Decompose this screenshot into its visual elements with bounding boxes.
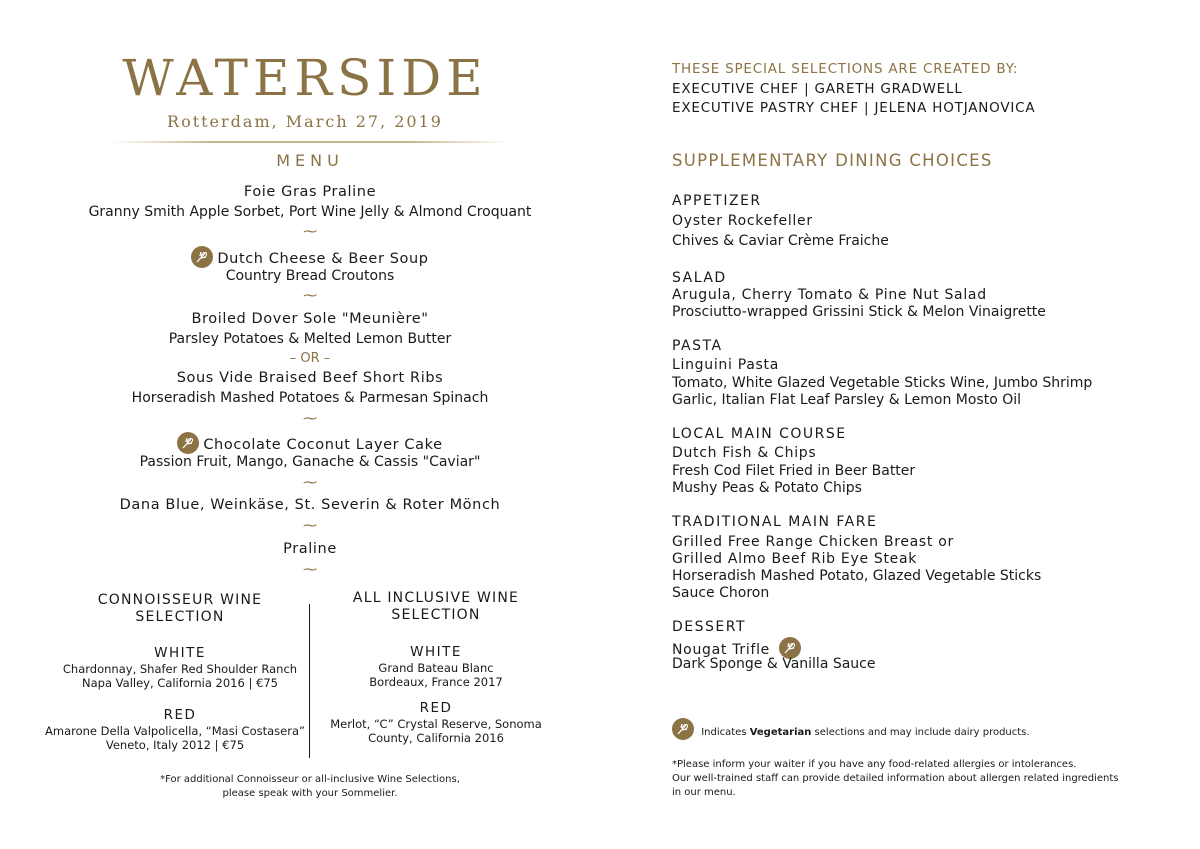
traditional-main-desc-1: Horseradish Mashed Potato, Glazed Vegetable Sticks — [672, 568, 1042, 584]
connoisseur-white-line-2: Napa Valley, California 2016 | €75 — [82, 676, 278, 690]
dessert-name: Nougat Trifle — [672, 642, 770, 658]
veg-legend-bold: Vegetarian — [749, 727, 812, 738]
inclusive-white-line-2: Bordeaux, France 2017 — [369, 675, 503, 689]
connoisseur-white-label: WHITE — [154, 645, 206, 661]
dessert-desc: Dark Sponge & Vanilla Sauce — [672, 656, 876, 672]
inclusive-red-line-1: Merlot, “C” Crystal Reserve, Sonoma — [330, 717, 542, 731]
allergy-line-3: in our menu. — [672, 787, 736, 798]
course-2 — [60, 246, 560, 268]
inclusive-red-label: RED — [419, 700, 453, 716]
vegetarian-icon — [672, 718, 694, 740]
header-divider — [110, 141, 510, 143]
local-main-label: LOCAL MAIN COURSE — [672, 426, 847, 442]
course-5-name: Dana Blue, Weinkäse, St. Severin & Roter Mönch — [119, 497, 501, 513]
connoisseur-wine-heading — [70, 592, 290, 626]
connoisseur-white-wine — [40, 662, 320, 690]
veg-legend-suffix: selections and may include dairy products. — [811, 727, 1030, 738]
connoisseur-heading-line-1: CONNOISSEUR WINE — [97, 592, 263, 608]
appetizer-desc: Chives & Caviar Crème Fraiche — [672, 233, 889, 249]
connoisseur-heading-line-2: SELECTION — [135, 609, 225, 625]
pasta-name: Linguini Pasta — [672, 357, 779, 373]
ornament-icon: ⁓ — [303, 224, 317, 240]
menu-date: Rotterdam, March 27, 2019 — [167, 112, 443, 131]
salad-name: Arugula, Cherry Tomato & Pine Nut Salad — [672, 287, 987, 303]
pasta-desc-2: Garlic, Italian Flat Leaf Parsley & Lemon Mosto Oil — [672, 392, 1022, 408]
executive-pastry-chef: EXECUTIVE PASTRY CHEF | JELENA HOTJANOVICA — [672, 100, 1036, 116]
course-3b-name: Sous Vide Braised Beef Short Ribs — [176, 370, 444, 386]
course-1-name: Foie Gras Praline — [243, 184, 377, 200]
appetizer-name: Oyster Rockefeller — [672, 213, 813, 229]
vegetarian-legend — [672, 718, 1030, 740]
course-1-desc: Granny Smith Apple Sorbet, Port Wine Jelly & Almond Croquant — [88, 204, 532, 220]
ornament-icon: ⁓ — [303, 475, 317, 491]
course-4-name: Chocolate Coconut Layer Cake — [203, 437, 443, 453]
wine-divider — [309, 604, 310, 758]
executive-chef: EXECUTIVE CHEF | GARETH GRADWELL — [672, 81, 963, 97]
inclusive-wine-heading — [326, 590, 546, 624]
course-2-desc: Country Bread Croutons — [225, 268, 395, 284]
inclusive-white-line-1: Grand Bateau Blanc — [378, 661, 494, 675]
inclusive-red-wine — [316, 717, 556, 745]
local-main-desc-2: Mushy Peas & Potato Chips — [672, 480, 862, 496]
ornament-icon: ⁓ — [303, 288, 317, 304]
allergy-note — [672, 758, 1118, 800]
local-main-name: Dutch Fish & Chips — [672, 445, 817, 461]
inclusive-white-wine — [316, 661, 556, 689]
vegetarian-icon — [177, 432, 199, 454]
ornament-icon: ⁓ — [303, 518, 317, 534]
credits-heading: THESE SPECIAL SELECTIONS ARE CREATED BY: — [672, 61, 1019, 77]
supplementary-heading: SUPPLEMENTARY DINING CHOICES — [672, 151, 993, 170]
course-3b-desc: Horseradish Mashed Potatoes & Parmesan Spinach — [131, 390, 489, 406]
wine-footnote-line-1: *For additional Connoisseur or all-inclusive Wine Selections, — [160, 774, 460, 785]
connoisseur-red-wine — [35, 724, 315, 752]
salad-label: SALAD — [672, 270, 727, 286]
dessert-label: DESSERT — [672, 619, 747, 635]
course-6-name: Praline — [283, 541, 337, 557]
appetizer-label: APPETIZER — [672, 193, 762, 209]
traditional-main-label: TRADITIONAL MAIN FARE — [672, 514, 878, 530]
inclusive-heading-line-1: ALL INCLUSIVE WINE — [352, 590, 520, 606]
or-separator: – OR – — [289, 351, 331, 366]
salad-desc: Prosciutto-wrapped Grissini Stick & Melon Vinaigrette — [672, 304, 1046, 320]
wine-footnote — [60, 773, 560, 801]
connoisseur-red-label: RED — [163, 707, 197, 723]
inclusive-red-line-2: County, California 2016 — [368, 731, 504, 745]
menu-heading: MENU — [276, 151, 344, 170]
traditional-main-name-1: Grilled Free Range Chicken Breast or — [672, 534, 954, 550]
connoisseur-red-line-2: Veneto, Italy 2012 | €75 — [105, 738, 245, 752]
course-3a-desc: Parsley Potatoes & Melted Lemon Butter — [168, 331, 452, 347]
course-3a-name: Broiled Dover Sole "Meunière" — [191, 311, 429, 327]
allergy-line-2: Our well-trained staff can provide detailed information about allergen related ingredients — [672, 773, 1119, 784]
wine-footnote-line-2: please speak with your Sommelier. — [222, 788, 398, 799]
ornament-icon: ⁓ — [303, 562, 317, 578]
restaurant-title: WATERSIDE — [122, 49, 488, 107]
inclusive-heading-line-2: SELECTION — [391, 607, 481, 623]
course-4 — [60, 432, 560, 454]
course-4-desc: Passion Fruit, Mango, Ganache & Cassis "Caviar" — [139, 454, 481, 470]
veg-legend-prefix: Indicates — [701, 727, 750, 738]
local-main-desc-1: Fresh Cod Filet Fried in Beer Batter — [672, 463, 916, 479]
course-2-name: Dutch Cheese & Beer Soup — [217, 251, 429, 267]
connoisseur-white-line-1: Chardonnay, Shafer Red Shoulder Ranch — [62, 662, 298, 676]
inclusive-white-label: WHITE — [410, 644, 462, 660]
allergy-line-1: *Please inform your waiter if you have any food-related allergies or intolerances. — [672, 759, 1077, 770]
ornament-icon: ⁓ — [303, 411, 317, 427]
vegetarian-icon — [191, 246, 213, 268]
pasta-label: PASTA — [672, 338, 723, 354]
traditional-main-name-2: Grilled Almo Beef Rib Eye Steak — [672, 551, 918, 567]
pasta-desc-1: Tomato, White Glazed Vegetable Sticks Wine, Jumbo Shrimp — [672, 375, 1093, 391]
traditional-main-desc-2: Sauce Choron — [672, 585, 770, 601]
connoisseur-red-line-1: Amarone Della Valpolicella, “Masi Costasera” — [45, 724, 305, 738]
